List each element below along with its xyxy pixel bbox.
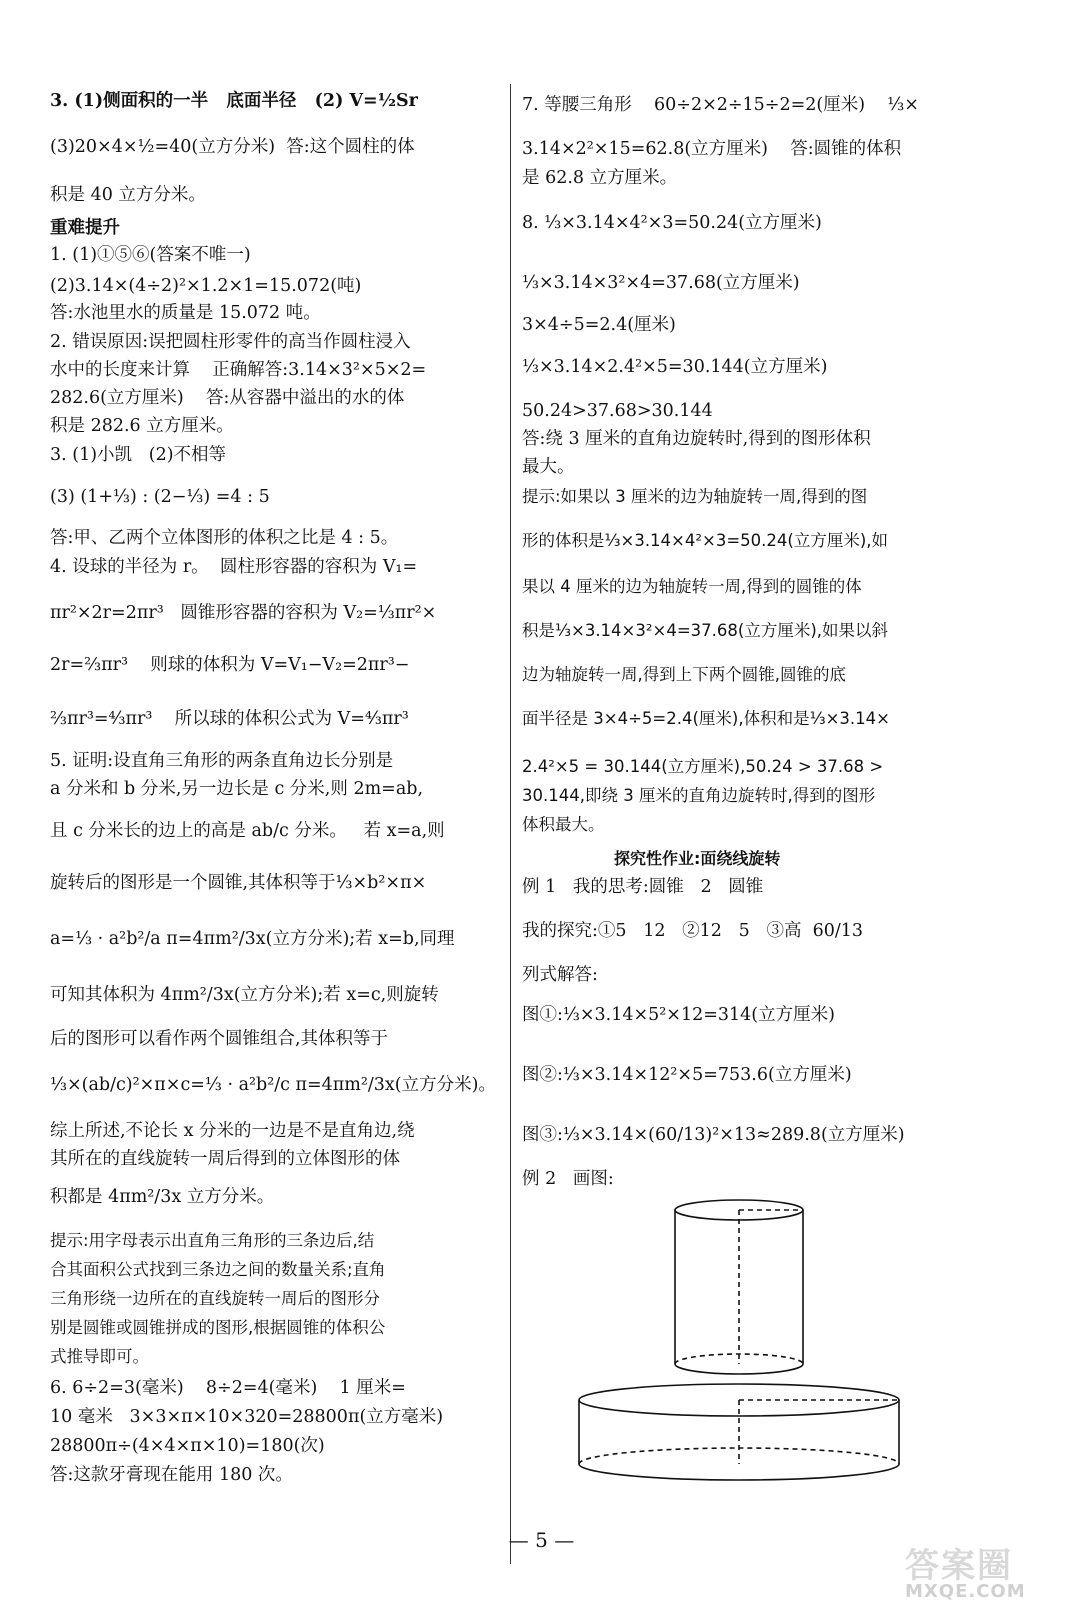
hint-line: 三角形绕一边所在的直线旋转一周后的图形分: [50, 1289, 380, 1308]
answer-line: 最大。: [522, 457, 575, 477]
section-title: 探究性作业:面绕线旋转: [614, 849, 781, 868]
answer-line: 答:水池里水的质量是 15.072 吨。: [50, 303, 321, 323]
hint-line: 提示:如果以 3 厘米的边为轴旋转一周,得到的图: [522, 487, 868, 506]
answer-line: 6. 6÷2=3(毫米) 8÷2=4(毫米) 1 厘米=: [50, 1378, 406, 1398]
answer-line: 且 c 分米长的边上的高是 ab/c 分米。 若 x=a,则: [50, 821, 445, 841]
hint-line: 形的体积是⅓×3.14×4²×3=50.24(立方厘米),如: [522, 531, 888, 550]
answer-line: 5. 证明:设直角三角形的两条直角边长分别是: [50, 751, 394, 771]
cylinder-svg: [577, 1196, 907, 1486]
hint-line: 果以 4 厘米的边为轴旋转一周,得到的圆锥的体: [522, 577, 862, 596]
answer-line: 积都是 4πm²/3x 立方分米。: [50, 1187, 275, 1207]
hint-line: 提示:用字母表示出直角三角形的三条边后,结: [50, 1231, 375, 1250]
watermark-text: 答案圈: [905, 1546, 1013, 1586]
wide-cylinder-bottom-front: [579, 1464, 899, 1480]
answer-line: 8. ⅓×3.14×4²×3=50.24(立方厘米): [522, 213, 822, 233]
answer-line: 列式解答:: [522, 965, 598, 985]
answer-line: 7. 等腰三角形 60÷2×2÷15÷2=2(厘米) ⅓×: [522, 95, 919, 115]
answer-line: ⅓×3.14×3²×4=37.68(立方厘米): [522, 273, 800, 293]
answer-line: 2. 错误原因:误把圆柱形零件的高当作圆柱浸入: [50, 332, 411, 352]
hint-line: 体积最大。: [522, 815, 605, 834]
answer-line: ⅓×(ab/c)²×π×c=⅓ · a²b²/c π=4πm²/3x(立方分米)。: [50, 1075, 496, 1095]
answer-line: 答:这款牙膏现在能用 180 次。: [50, 1465, 293, 1485]
column-divider: [510, 84, 511, 1564]
answer-line: 4. 设球的半径为 r。 圆柱形容器的容积为 V₁=: [50, 557, 418, 577]
answer-line: 图③:⅓×3.14×(60/13)²×13≈289.8(立方厘米): [522, 1125, 905, 1145]
answer-line: ⅓×3.14×2.4²×5=30.144(立方厘米): [522, 357, 828, 377]
hint-line: 面半径是 3×4÷5=2.4(厘米),体积和是⅓×3.14×: [522, 709, 890, 728]
answer-line: ⅔πr³=⁴⁄₃πr³ 所以球的体积公式为 V=⁴⁄₃πr³: [50, 709, 409, 729]
answer-line: 后的图形可以看作两个圆锥组合,其体积等于: [50, 1029, 389, 1049]
answer-line: 3.14×2²×15=62.8(立方厘米) 答:圆锥的体积: [522, 139, 902, 159]
answer-line: 旋转后的图形是一个圆锥,其体积等于⅓×b²×π×: [50, 873, 427, 893]
answer-line: 282.6(立方厘米) 答:从容器中溢出的水的体: [50, 388, 405, 408]
hint-line: 30.144,即绕 3 厘米的直角边旋转时,得到的图形: [522, 786, 876, 805]
answer-line: 10 毫米 3×3×π×10×320=28800π(立方毫米): [50, 1407, 444, 1427]
answer-line: 积是 282.6 立方厘米。: [50, 416, 234, 436]
answer-line: 例 2 画图:: [522, 1169, 614, 1189]
answer-line: 综上所述,不论长 x 分米的一边是不是直角边,绕: [50, 1121, 415, 1141]
answer-line: 2r=⅔πr³ 则球的体积为 V=V₁−V₂=2πr³−: [50, 655, 410, 675]
answer-line: 3. (1)小凯 (2)不相等: [50, 445, 227, 465]
answer-line: πr²×2r=2πr³ 圆锥形容器的容积为 V₂=⅓πr²×: [50, 603, 437, 623]
answer-line: 我的探究:①5 12 ②12 5 ③高 60/13: [522, 921, 864, 941]
answer-line: 3. (1)侧面积的一半 底面半径 (2) V=½Sr: [50, 91, 418, 111]
answer-line: 其所在的直线旋转一周后得到的立体图形的体: [50, 1149, 400, 1169]
answer-line: 50.24>37.68>30.144: [522, 401, 713, 421]
answer-line: 答:绕 3 厘米的直角边旋转时,得到的图形体积: [522, 429, 871, 449]
answer-line: 水中的长度来计算 正确解答:3.14×3²×5×2=: [50, 360, 427, 380]
tall-cylinder-bottom-front: [675, 1364, 803, 1374]
answer-line: 是 62.8 立方厘米。: [522, 168, 678, 188]
answer-line: 可知其体积为 4πm²/3x(立方分米);若 x=c,则旋转: [50, 985, 439, 1005]
answer-line: (2)3.14×(4÷2)²×1.2×1=15.072(吨): [50, 276, 362, 296]
answer-line: 28800π÷(4×4×π×10)=180(次): [50, 1436, 325, 1456]
watermark-logo: [905, 1538, 1075, 1602]
answer-line: (3)20×4×½=40(立方分米) 答:这个圆柱的体: [50, 137, 415, 157]
cylinder-drawing: [577, 1196, 907, 1490]
answer-line: 例 1 我的思考:圆锥 2 圆锥: [522, 877, 764, 897]
answer-line: (3) (1+⅓) : (2−⅓) =4 : 5: [50, 487, 270, 507]
answer-line: a=⅓ · a²b²/a π=4πm²/3x(立方分米);若 x=b,同理: [50, 929, 455, 949]
answer-line: 图②:⅓×3.14×12²×5=753.6(立方厘米): [522, 1065, 852, 1085]
hint-line: 2.4²×5 = 30.144(立方厘米),50.24 > 37.68 >: [522, 757, 884, 776]
hint-line: 式推导即可。: [50, 1347, 149, 1366]
hint-line: 别是圆锥或圆锥拼成的图形,根据圆锥的体积公: [50, 1318, 386, 1337]
watermark-url: MXQE.COM: [905, 1581, 1026, 1602]
answer-line: 答:甲、乙两个立体图形的体积之比是 4 : 5。: [50, 528, 399, 548]
hint-line: 积是⅓×3.14×3²×4=37.68(立方厘米),如果以斜: [522, 621, 888, 640]
answer-line: a 分米和 b 分米,另一边长是 c 分米,则 2m=ab,: [50, 779, 424, 799]
hint-line: 边为轴旋转一周,得到上下两个圆锥,圆锥的底: [522, 665, 846, 684]
answer-line: 1. (1)①⑤⑥(答案不唯一): [50, 245, 251, 265]
answer-line: 3×4÷5=2.4(厘米): [522, 315, 676, 335]
section-heading: 重难提升: [50, 218, 120, 238]
hint-line: 合其面积公式找到三条边之间的数量关系;直角: [50, 1260, 386, 1279]
answer-line: 积是 40 立方分米。: [50, 185, 206, 205]
answer-line: 图①:⅓×3.14×5²×12=314(立方厘米): [522, 1005, 835, 1025]
page-number: — 5 —: [508, 1528, 575, 1552]
